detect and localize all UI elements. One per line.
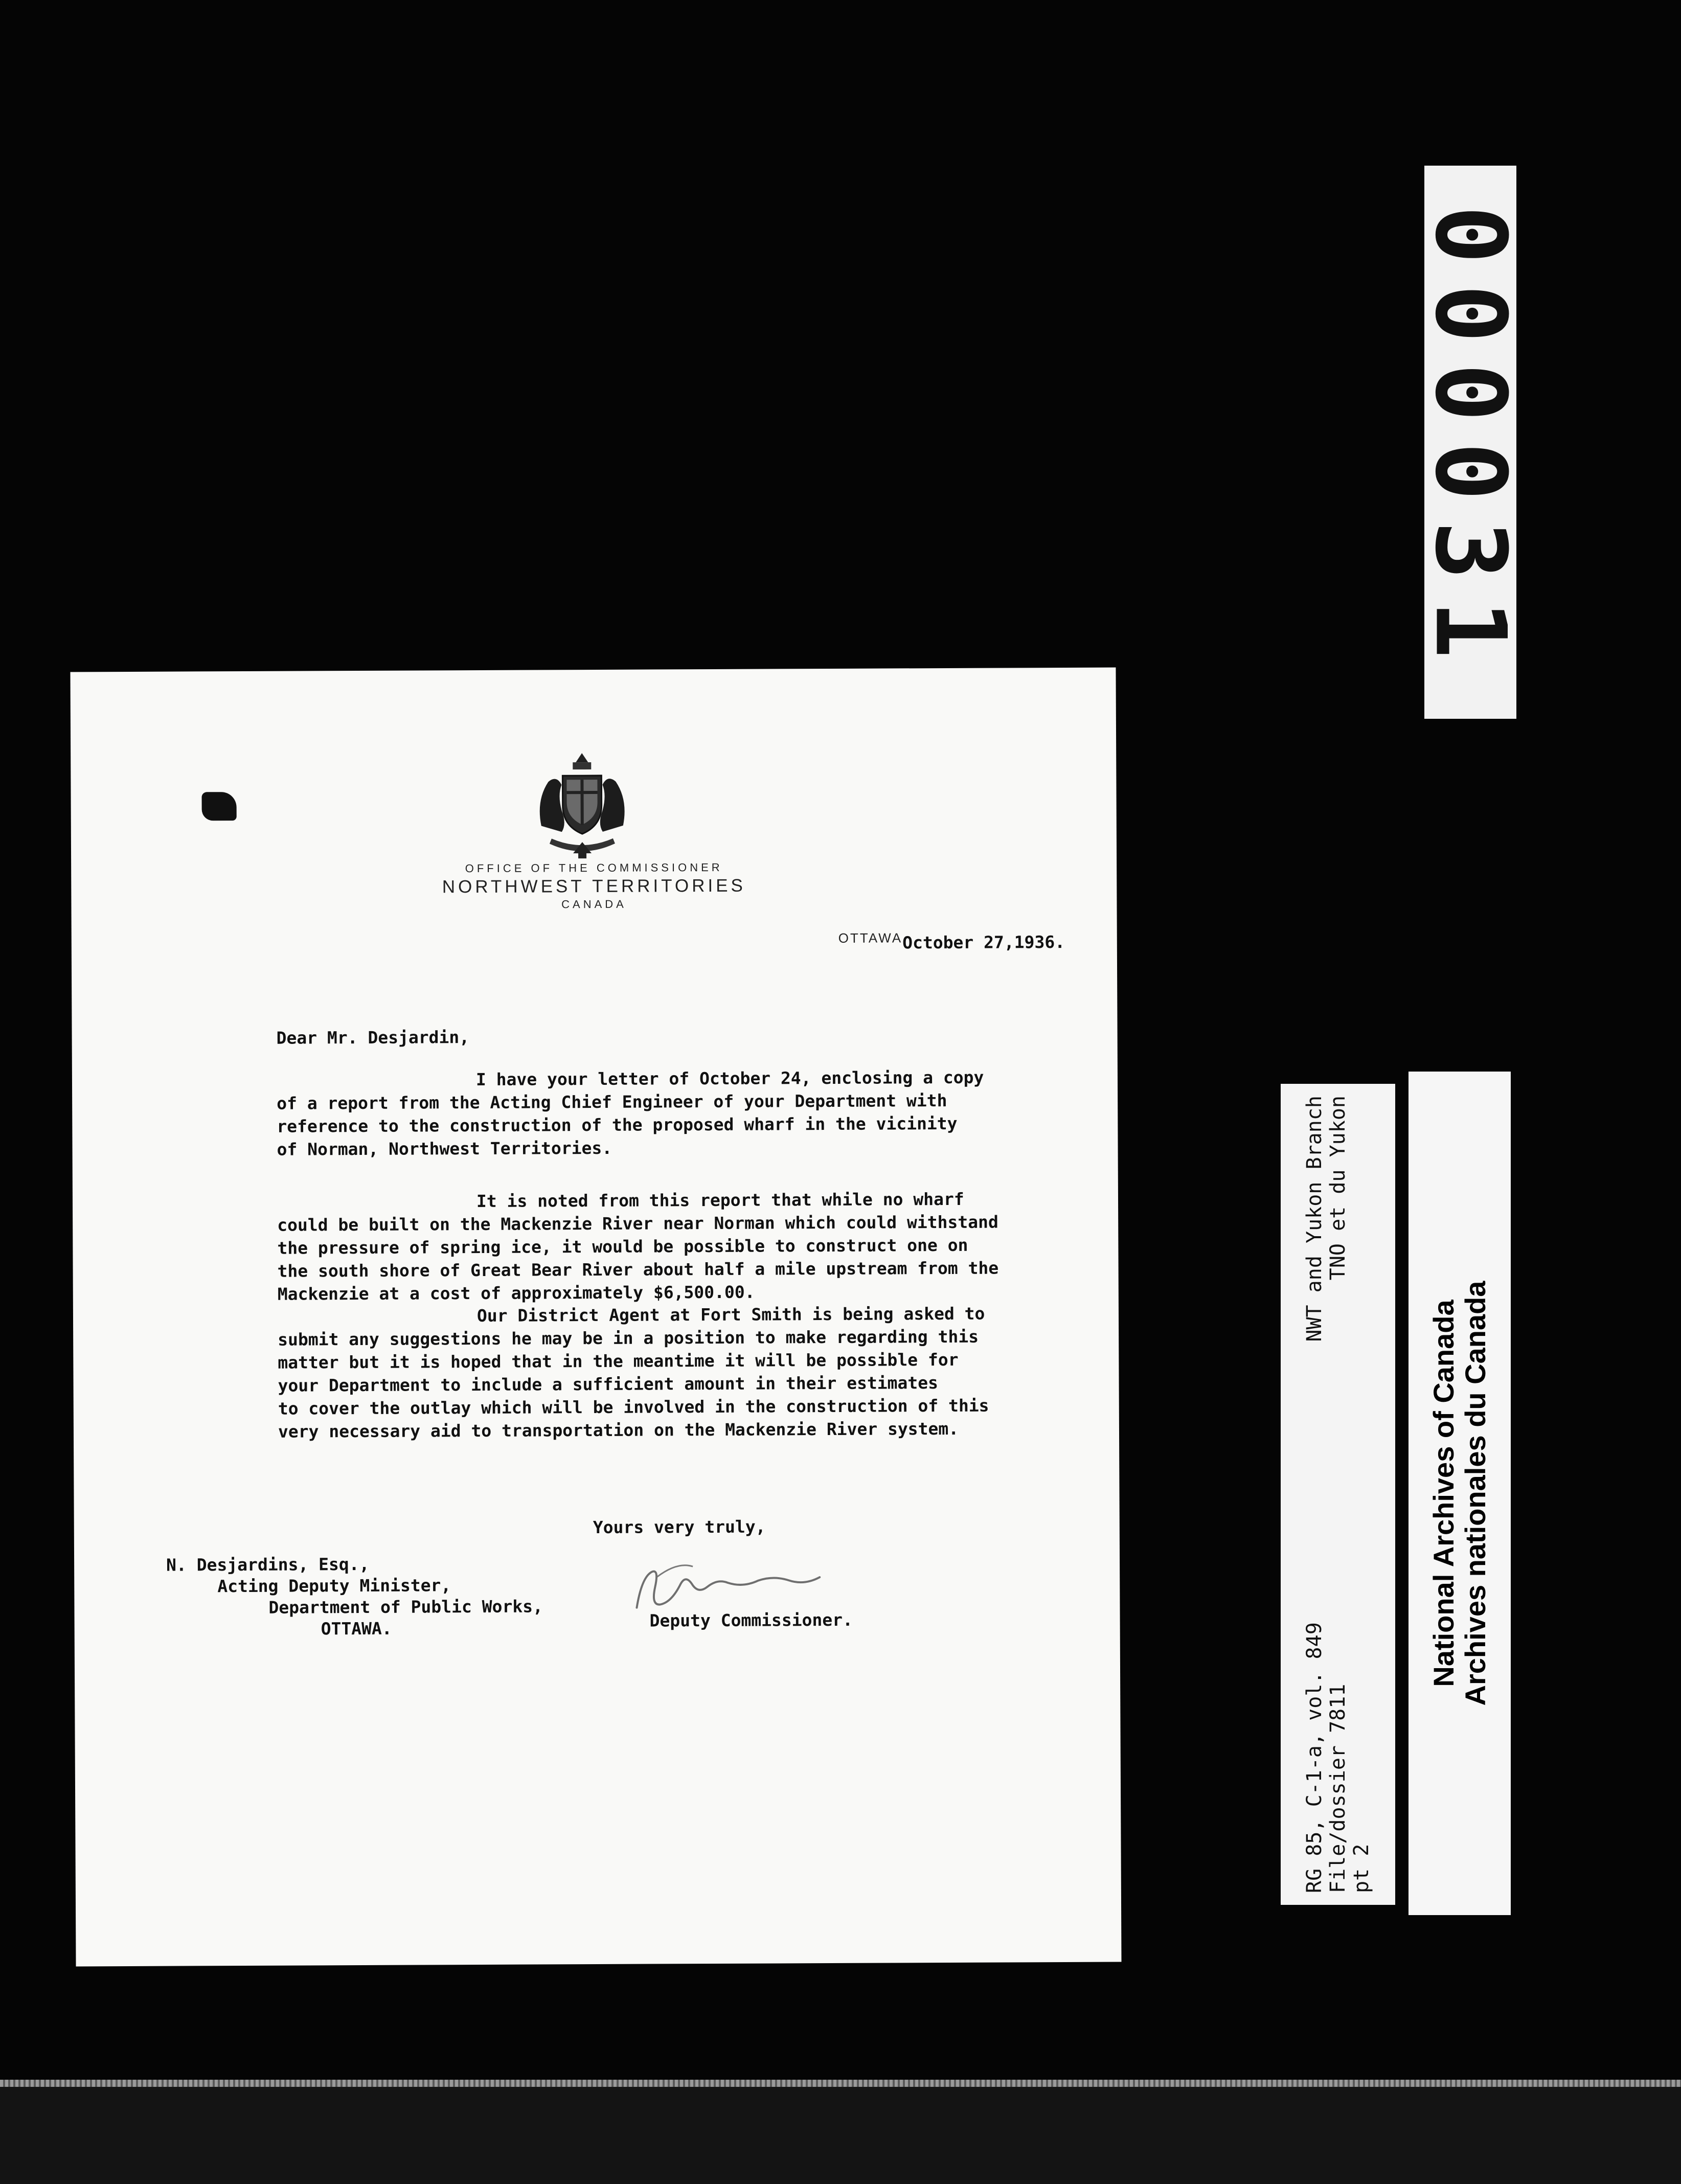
- addressee-department: Department of Public Works,: [268, 1596, 543, 1618]
- body-line: matter but it is hoped that in the meantime it will be possible for: [278, 1349, 959, 1373]
- archives-name-en: National Archives of Canada: [1427, 1300, 1460, 1687]
- reference-file: File/dossier 7811: [1326, 1684, 1350, 1893]
- archives-name-fr: Archives nationales du Canada: [1459, 1281, 1491, 1706]
- frame-counter-label: [1414, 166, 1527, 719]
- reference-branch-fr: TNO et du Yukon: [1326, 1096, 1350, 1281]
- letterhead-name: NORTHWEST TERRITORIES: [442, 875, 746, 897]
- salutation: Dear Mr. Desjardin,: [276, 1027, 470, 1048]
- scan-bottom-margin: [0, 2087, 1681, 2184]
- coat-of-arms-icon: [531, 749, 633, 862]
- letter-page: [70, 668, 1121, 1967]
- body-line: the pressure of spring ice, it would be possible to construct one on: [277, 1235, 968, 1258]
- reference-fonds: RG 85, C-1-a, vol. 849: [1303, 1622, 1326, 1893]
- frame-counter-digits: 000031: [1414, 205, 1527, 679]
- dateline-city: OTTAWA: [838, 930, 903, 946]
- body-paragraph-2: [277, 1187, 1142, 1305]
- ink-smudge: [202, 792, 237, 821]
- body-paragraph-3: [278, 1301, 1142, 1443]
- body-line: your Department to include a sufficient amount in their estimates: [278, 1373, 939, 1396]
- reference-row: [1303, 1096, 1326, 1893]
- body-line: Mackenzie at a cost of approximately $6,500.00.: [277, 1282, 755, 1304]
- body-paragraph-1: [277, 1065, 1141, 1161]
- reference-row: [1326, 1096, 1350, 1893]
- body-line: to cover the outlay which will be involved in the construction of this: [278, 1395, 989, 1419]
- addressee-city: OTTAWA.: [321, 1618, 392, 1639]
- body-line: of a report from the Acting Chief Engineer of your Department with: [277, 1090, 947, 1113]
- addressee-title: Acting Deputy Minister,: [217, 1575, 451, 1597]
- reference-text: [1303, 1096, 1373, 1893]
- letterhead-country: CANADA: [561, 897, 627, 911]
- body-line: It is noted from this report that while no wharf: [476, 1189, 964, 1212]
- reference-branch: NWT and Yukon Branch: [1303, 1096, 1326, 1342]
- body-line: very necessary aid to transportation on the Mackenzie River system.: [278, 1418, 959, 1442]
- closing: Yours very truly,: [593, 1516, 766, 1538]
- signer-title: Deputy Commissioner.: [649, 1609, 853, 1631]
- body-line: reference to the construction of the proposed wharf in the vicinity: [277, 1113, 958, 1136]
- body-line: submit any suggestions he may be in a position to make regarding this: [278, 1326, 979, 1350]
- reference-part: pt 2: [1350, 1844, 1373, 1893]
- body-line: of Norman, Northwest Territories.: [277, 1138, 612, 1159]
- archives-text: [1428, 1084, 1491, 1902]
- body-line: could be built on the Mackenzie River near Norman which could withstand: [277, 1212, 998, 1235]
- addressee-name: N. Desjardins, Esq.,: [166, 1554, 370, 1575]
- reference-row: [1350, 1096, 1373, 1893]
- body-line: the south shore of Great Bear River about half a mile upstream from the: [277, 1258, 999, 1281]
- body-line: I have your letter of October 24, enclosing a copy: [475, 1067, 984, 1090]
- scan-edge-strip: [0, 2080, 1681, 2087]
- letter-date: October 27,1936.: [902, 931, 1065, 953]
- addressee-block: [166, 1553, 543, 1640]
- letterhead-office: OFFICE OF THE COMMISSIONER: [465, 860, 723, 875]
- body-line: Our District Agent at Fort Smith is being asked to: [476, 1303, 985, 1326]
- dateline: [838, 929, 1065, 953]
- archives-label: [1409, 1072, 1511, 1915]
- archival-reference-label: [1281, 1084, 1395, 1905]
